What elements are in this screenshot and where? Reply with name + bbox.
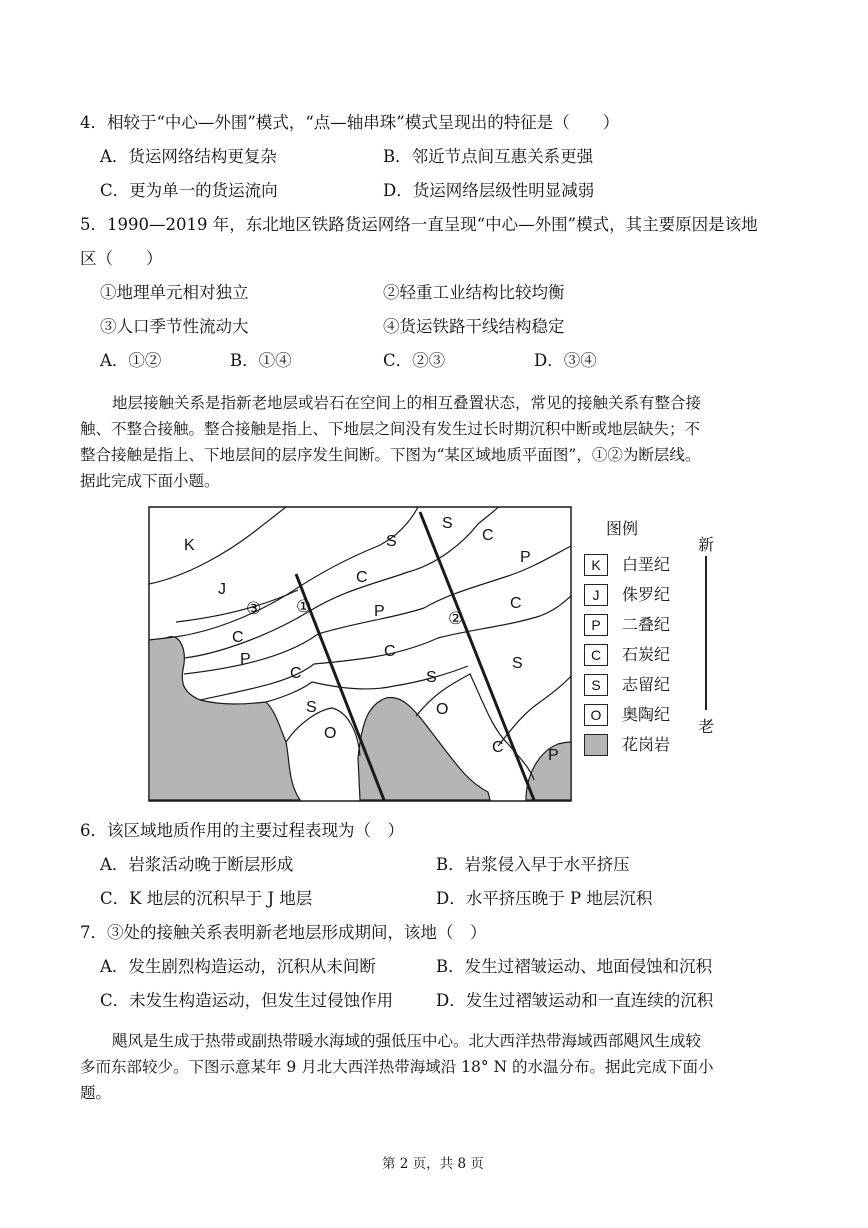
legend-age-new: 新	[698, 535, 715, 554]
passage2-line1: 飓风是生成于热带或副热带暖水海域的强低压中心。北大西洋热带海域西部飓风生成较	[112, 1032, 702, 1050]
label-c6: C	[290, 665, 302, 682]
geologic-map	[148, 506, 572, 802]
legend-label-o: 奥陶纪	[622, 705, 671, 724]
legend-row-o	[584, 704, 714, 728]
label-fault-1: ①	[296, 597, 312, 617]
label-fault-2: ②	[448, 609, 464, 629]
label-p4: P	[548, 747, 559, 764]
q5-item-1: ①地理单元相对独立	[100, 283, 249, 302]
legend-box-j: J	[584, 584, 608, 606]
legend-row-c	[584, 644, 714, 668]
legend-label-j: 侏罗纪	[622, 585, 671, 604]
label-s4: S	[512, 655, 523, 672]
q7-option-d: D．发生过褶皱运动和一直连续的沉积	[436, 991, 714, 1010]
legend-label-c: 石炭纪	[622, 645, 671, 664]
passage2-line2: 多而东部较少。下图示意某年 9 月北大西洋热带海域沿 18° N 的水温分布。据此完成下面小	[80, 1058, 714, 1076]
q6-option-b: B．岩浆侵入早于水平挤压	[436, 855, 630, 874]
map-legend	[584, 506, 744, 776]
label-c3: C	[510, 595, 522, 612]
q5-item-3: ③人口季节性流动大	[100, 317, 249, 336]
label-c1: C	[482, 527, 494, 544]
q6-option-d: D．水平挤压晚于 P 地层沉积	[436, 889, 653, 908]
legend-row-j	[584, 584, 714, 608]
label-j: J	[218, 581, 226, 598]
passage1-line4: 据此完成下面小题。	[80, 472, 220, 490]
legend-age-axis	[705, 556, 707, 710]
label-o1: O	[436, 701, 449, 718]
q7-stem: 7．③处的接触关系表明新老地层形成期间，该地（ ）	[80, 923, 487, 942]
legend-title: 图例	[606, 519, 639, 538]
label-s2: S	[442, 515, 453, 532]
q7-option-c: C．未发生构造运动，但发生过侵蚀作用	[100, 991, 394, 1010]
legend-row-k	[584, 554, 714, 578]
legend-box-s: S	[584, 674, 608, 696]
passage1-line1: 地层接触关系是指新老地层或岩石在空间上的相互叠置状态，常见的接触关系有整合接	[112, 394, 702, 412]
label-k: K	[184, 537, 195, 554]
label-c7: C	[492, 739, 504, 756]
legend-box-granite	[584, 734, 608, 756]
label-o2: O	[324, 725, 337, 742]
q6-option-c: C．K 地层的沉积早于 J 地层	[100, 889, 313, 908]
q4-option-b: B．邻近节点间互惠关系更强	[383, 147, 594, 166]
q5-stem-line1: 5．1990—2019 年，东北地区铁路货运网络一直呈现“中心—外围”模式，其主要原因是该地	[80, 215, 758, 234]
q5-option-a: A．①②	[100, 351, 162, 370]
label-c5: C	[384, 643, 396, 660]
legend-label-k: 白垩纪	[622, 555, 671, 574]
passage1-line3: 整合接触是指上、下地层间的层序发生间断。下图为“某区域地质平面图”，①②为断层线。	[80, 446, 701, 464]
passage1-line2: 触、不整合接触。整合接触是指上、下地层之间没有发生过长时期沉积中断或地层缺失；不	[80, 420, 701, 438]
legend-row-s	[584, 674, 714, 698]
label-s5: S	[306, 699, 317, 716]
q5-option-d: D．③④	[534, 351, 597, 370]
q6-option-a: A．岩浆活动晚于断层形成	[100, 855, 294, 874]
passage2-line3: 题。	[80, 1084, 112, 1102]
label-s3: S	[426, 669, 437, 686]
label-contact-3: ③	[246, 599, 262, 619]
legend-box-k: K	[584, 554, 608, 576]
label-c2: C	[356, 569, 368, 586]
label-p1: P	[520, 549, 531, 566]
q5-option-b: B．①④	[230, 351, 292, 370]
q5-stem-line2: 区（ ）	[80, 249, 163, 268]
q5-item-4: ④货运铁路干线结构稳定	[383, 317, 565, 336]
page-footer: 第 2 页，共 8 页	[382, 1156, 484, 1172]
q4-option-c: C．更为单一的货运流向	[100, 181, 278, 200]
label-s1: S	[386, 533, 397, 550]
legend-label-p: 二叠纪	[622, 615, 671, 634]
legend-box-o: O	[584, 704, 608, 726]
label-p3: P	[240, 651, 251, 668]
legend-age-old: 老	[698, 717, 715, 736]
legend-label-s: 志留纪	[622, 675, 671, 694]
q4-option-a: A．货运网络结构更复杂	[100, 147, 277, 166]
q7-option-a: A．发生剧烈构造运动，沉积从未间断	[100, 957, 376, 976]
legend-row-p	[584, 614, 714, 638]
legend-box-p: P	[584, 614, 608, 636]
label-p2: P	[374, 603, 385, 620]
label-c4: C	[232, 629, 244, 646]
q7-option-b: B．发生过褶皱运动、地面侵蚀和沉积	[436, 957, 713, 976]
q5-item-2: ②轻重工业结构比较均衡	[383, 283, 565, 302]
q5-option-c: C．②③	[383, 351, 446, 370]
q4-option-d: D．货运网络层级性明显减弱	[383, 181, 595, 200]
q4-stem: 4．相较于“中心—外围”模式，“点—轴串珠”模式呈现出的特征是（ ）	[80, 113, 620, 132]
legend-box-c: C	[584, 644, 608, 666]
q6-stem: 6．该区域地质作用的主要过程表现为（ ）	[80, 821, 404, 840]
legend-label-granite: 花岗岩	[622, 735, 671, 754]
legend-row-granite	[584, 734, 714, 758]
